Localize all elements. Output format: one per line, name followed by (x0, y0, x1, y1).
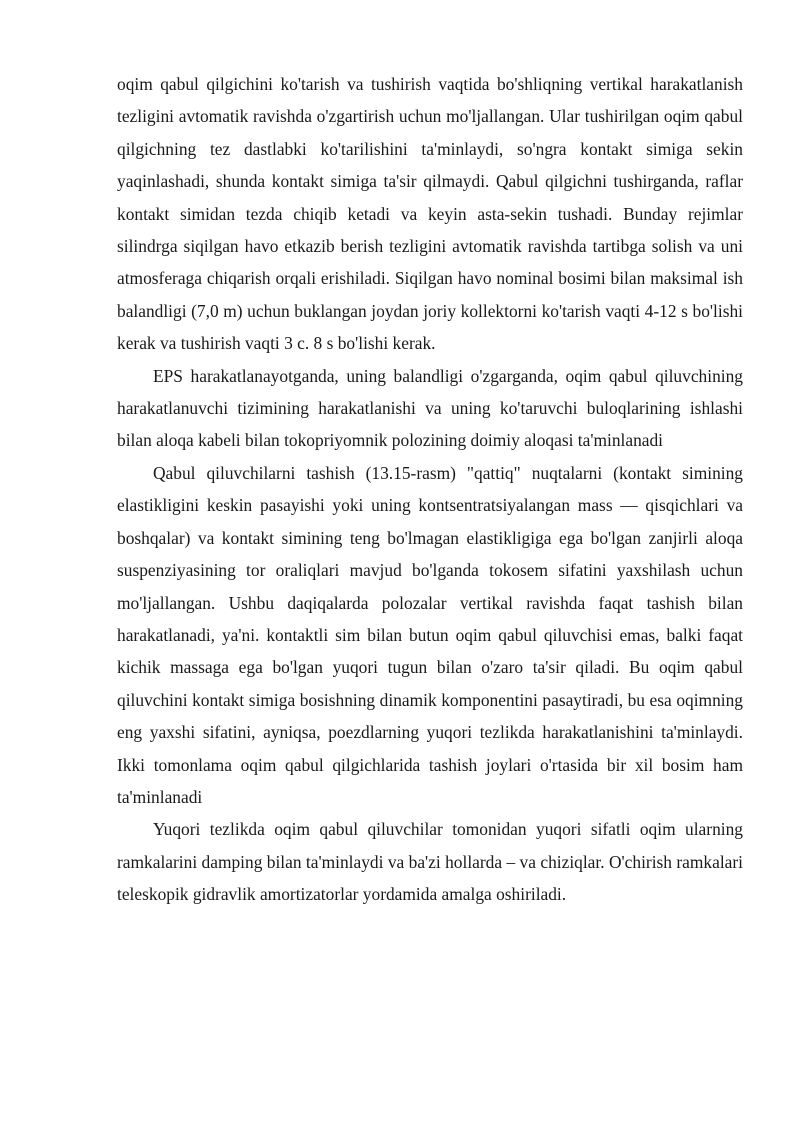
paragraph-2: EPS harakatlanayotganda, uning balandligi o'zgarganda, oqim qabul qiluvchining harakatlanuvchi tizimining harakatlanishi va uning ko'taruvchi buloqlarining ishlashi bilan aloqa kabeli bilan tokopriyomnik polozining doimiy aloqasi ta'minlanadi (117, 365, 743, 451)
paragraph-3: Qabul qiluvchilarni tashish (13.15-rasm) "qattiq" nuqtalarni (kontakt simining elastikligini keskin pasayishi yoki uning kontsentratsiyalangan mass — qisqichlari va boshqalar) va kontakt simining teng bo'lmagan elastikligiga ega bo'lgan zanjirli aloqa suspenziyasining tor oraliqlari mavjud bo'lganda tokosem sifatini yaxshilash uchun mo'ljallangan. Ushbu daqiqalarda polozalar vertikal ravishda faqat tashish bilan harakatlanadi, ya'ni. kontaktli sim bilan butun oqim qabul qiluvchisi emas, balki faqat kichik massaga ega bo'lgan yuqori tugun bilan o'zaro ta'sir qiladi. Bu oqim qabul qiluvchini kontakt simiga bosishning dinamik komponentini pasaytiradi, bu esa oqimning eng yaxshi sifatini, ayniqsa, poezdlarning yuqori tezlikda harakatlanishini ta'minlaydi. Ikki tomonlama oqim qabul qilgichlarida tashish joylari o'rtasida bir xil bosim ham ta'minlanadi (117, 462, 743, 807)
paragraph-1: oqim qabul qilgichini ko'tarish va tushirish vaqtida bo'shliqning vertikal harakatlanish tezligini avtomatik ravishda o'zgartirish uchun mo'ljallangan. Ular tushirilgan oqim qabul qilgichning tez dastlabki ko'tarilishini ta'minlaydi, so'ngra kontakt simiga sekin yaqinlashadi, shunda kontakt simiga ta'sir qilmaydi. Qabul qilgichni tushirganda, raflar kontakt simidan tezda chiqib ketadi va keyin asta-sekin tushadi. Bunday rejimlar silindrga siqilgan havo etkazib berish tezligini avtomatik ravishda tartibga solish va uni atmosferaga chiqarish orqali erishiladi. Siqilgan havo nominal bosimi bilan maksimal ish balandligi (7,0 m) uchun buklangan joydan joriy kollektorni ko'tarish vaqti 4-12 s bo'lishi kerak va tushirish vaqti 3 c. 8 s bo'lishi kerak. (117, 74, 743, 354)
paragraph-4: Yuqori tezlikda oqim qabul qiluvchilar tomonidan yuqori sifatli oqim ularning ramkalarini damping bilan ta'minlaydi va ba'zi hollarda – va chiziqlar. O'chirish ramkalari teleskopik gidravlik amortizatorlar yordamida amalga oshiriladi. (117, 819, 743, 905)
document-page (117, 68, 743, 911)
